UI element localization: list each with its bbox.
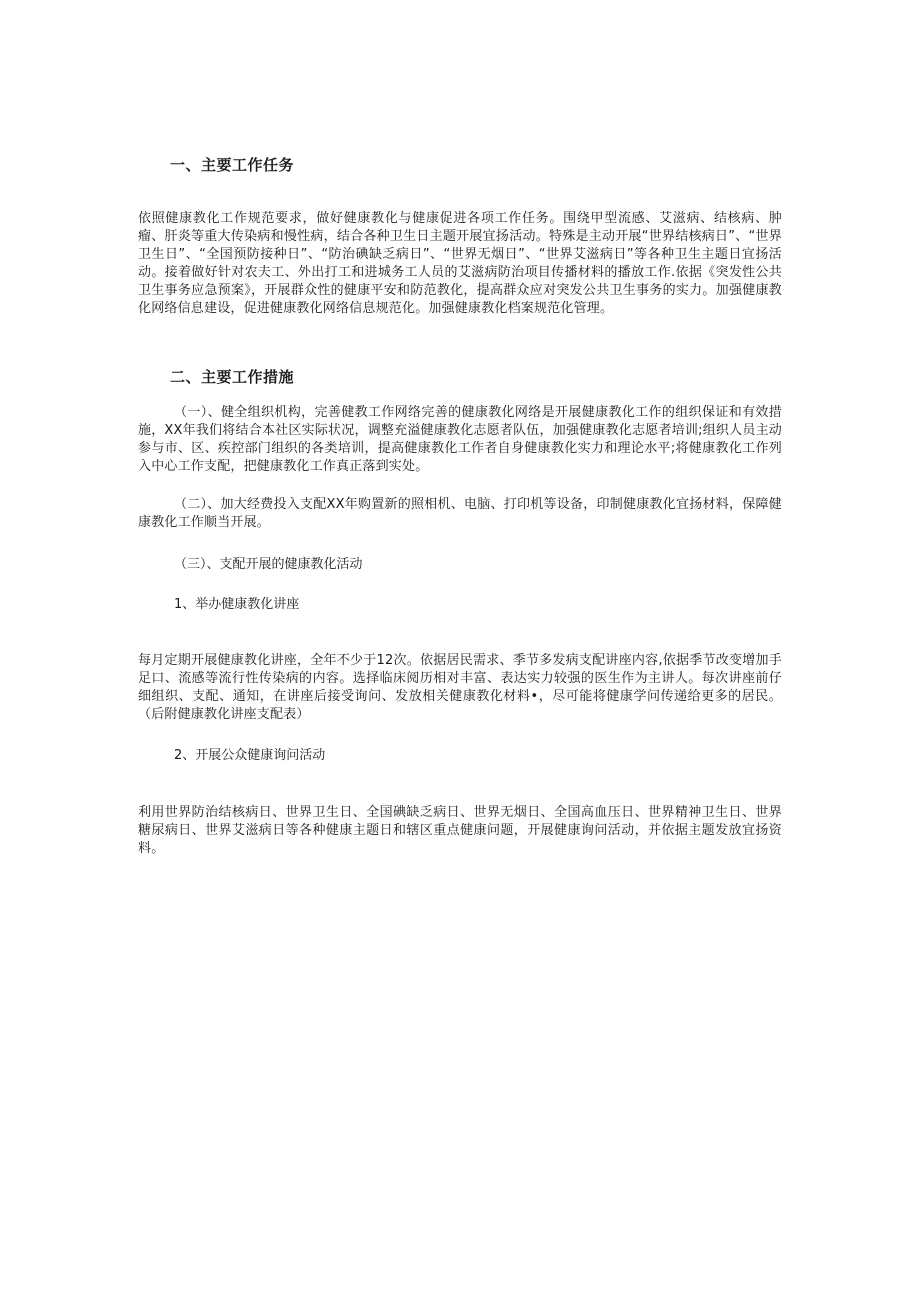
section-heading-measures: 二、主要工作措施: [170, 368, 295, 386]
paragraph-tasks: 依照健康教化工作规范要求，做好健康教化与健康促进各项工作任务。围绕甲型流感、艾滋病、结核病、肿瘤、肝炎等重大传染病和慢性病，结合各种卫生日主题开展宜扬活动。特殊是主动开展“世界结核病日”、“世界卫生日”、“全国预防接种日”、“防治碘缺乏病日”、“世界无烟日”、“世界艾滋病日”等各种卫生主题日宜扬活动。接着做好针对农夫工、外出打工和进城务工人员的艾滋病防治项目传播材料的播放工作.依据《突发性公共卫生事务应急预案》，开展群众性的健康平安和防范教化，提高群众应对突发公共卫生事务的实力。加强健康教化网络信息建设，促进健康教化网络信息规范化。加强健康教化档案规范化管理。: [138, 211, 782, 316]
paragraph-measure-2: （二）、加大经费投入支配XX年购置新的照相机、电脑、打印机等设备，印制健康教化宜扬材料，保障健康教化工作顺当开展。: [138, 497, 782, 530]
paragraph-measure-1: （一）、健全组织机构，完善健教工作网络完善的健康教化网络是开展健康教化工作的组织保证和有效措施，XX年我们将结合本社区实际状况，调整充溢健康教化志愿者队伍，加强健康教化志愿者培训;组织人员主动参与市、区、疾控部门组织的各类培训，提高健康教化工作者自身健康教化实力和理论水平;将健康教化工作列入中心工作支配，把健康教化工作真正落到实处。: [138, 405, 782, 474]
paragraph-lectures: 每月定期开展健康教化讲座，全年不少于12次。依据居民需求、季节多发病支配讲座内容,依据季节改变增加手足口、流感等流行性传染病的内容。选择临床阅历相对丰富、表达实力较强的医生作为主讲人。每次讲座前仔细组织、支配、通知，在讲座后接受询问、发放相关健康教化材料•，尽可能将健康学问传递给更多的居民。（后附健康教化讲座支配表）: [138, 653, 782, 722]
section-heading-tasks: 一、主要工作任务: [170, 156, 295, 174]
subheading-consultation: 2、开展公众健康询问活动: [174, 748, 326, 763]
paragraph-consultation: 利用世界防治结核病日、世界卫生日、全国碘缺乏病日、世界无烟日、全国高血压日、世界精神卫生日、世界糖尿病日、世界艾滋病日等各种健康主题日和辖区重点健康问题，开展健康询问活动，并依据主题发放宜扬资料。: [138, 805, 782, 856]
subheading-lectures: 1、举办健康教化讲座: [174, 597, 300, 612]
subheading-measure-3: （三）、支配开展的健康教化活动: [174, 557, 363, 572]
